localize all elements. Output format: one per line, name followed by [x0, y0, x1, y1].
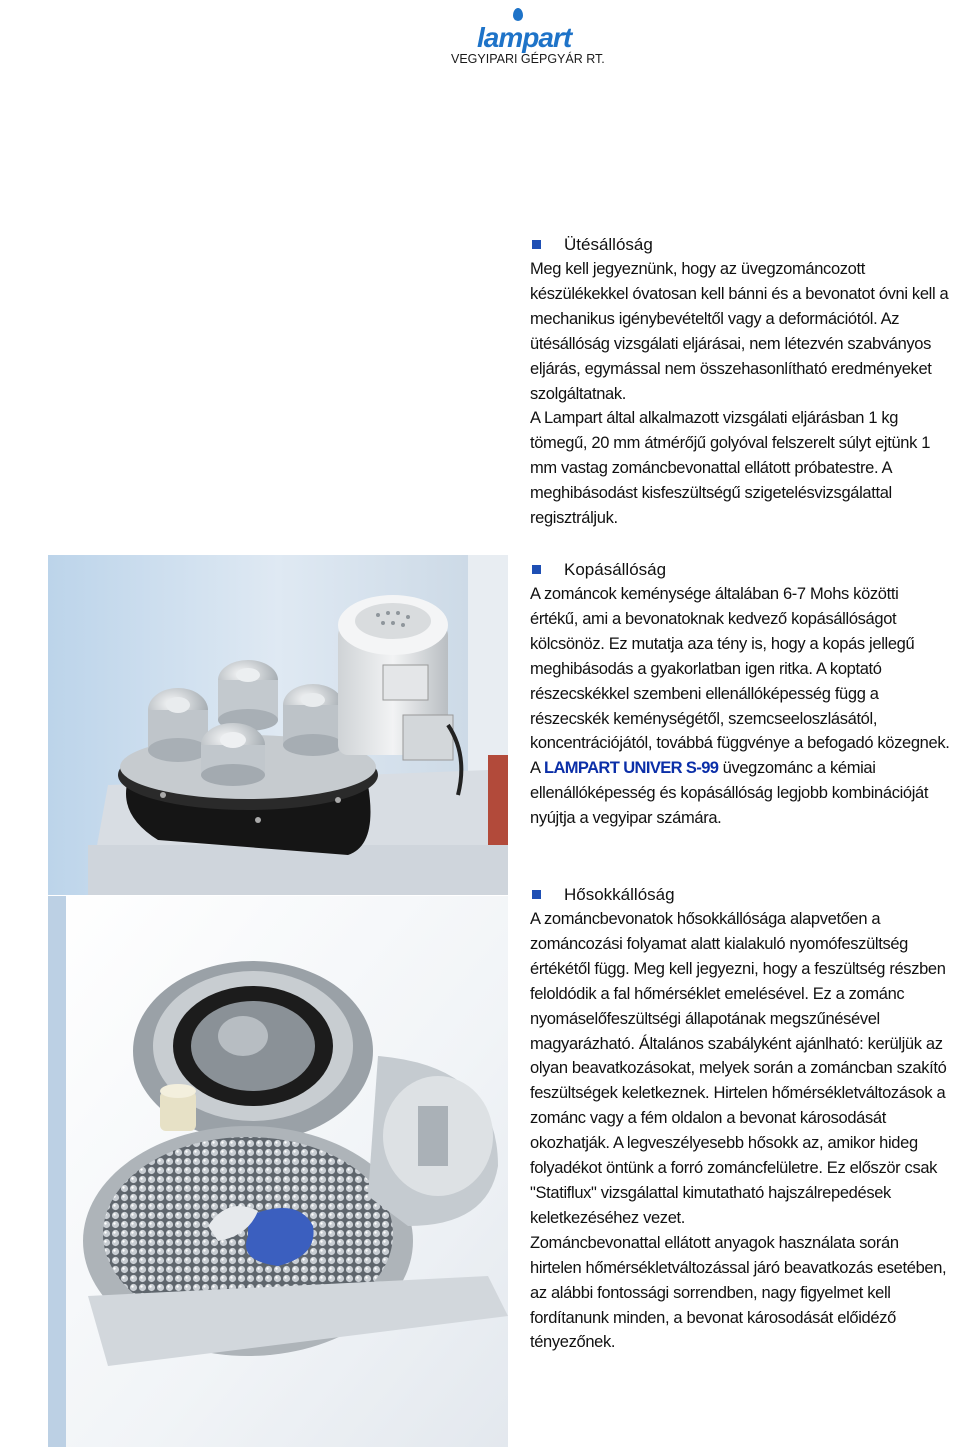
section-title-text: Ütésállóság: [564, 235, 653, 254]
section-abrasion-resistance: [530, 557, 950, 831]
paragraph: A Lampart által alkalmazott vizsgálati eljárásban 1 kg tömegű, 20 mm átmérőjű golyóval felszerelt súlyt ejtünk 1 mm vastag zománcbevonattal ellátott próbatestre. A meghibásodást kisfeszültségű szigetelésvizsgálattal regisztráljuk.: [530, 409, 931, 528]
paragraph: Meg kell jegyeznünk, hogy az üvegzománcozott készülékekkel óvatosan kell bánni és a bevonatot óvni kell a mechanikus igénybevételtől vagy a deformációtól. Az ütésállóság vizsgálati eljárásai, nem létezvén szabványos eljárás, egymással nem összehasonlítható eredményeket szolgáltatnak.: [530, 260, 949, 403]
paragraph: [530, 582, 950, 831]
paragraph: Zománcbevonattal ellátott anyagok használata során hirtelen hőmérsékletváltozással járó beavatkozás esetében, az alábbi fontossági sorrendben, nagy figyelmet kell fordítanunk minden, a bevonat károsodását előidéző tényezőnek.: [530, 1233, 947, 1352]
square-bullet-icon: [532, 565, 541, 574]
section-title: [530, 232, 950, 257]
lampart-logo: [451, 8, 605, 68]
section-title-text: Hősokkállóság: [564, 885, 675, 904]
product-name-highlight: LAMPART UNIVER S-99: [543, 759, 719, 778]
section-thermal-shock-resistance: [530, 882, 950, 1355]
logo-wordmark: lampart: [477, 22, 572, 53]
test-container-photo: [48, 896, 508, 1447]
section-title: [530, 882, 950, 907]
logo-subtitle: VEGYIPARI GÉPGYÁR RT.: [451, 52, 605, 66]
section-title: [530, 557, 950, 582]
section-title-text: Kopásállóság: [564, 560, 667, 579]
paragraph: A zománcbevonatok hősokkállósága alapvetően a zománcozási folyamat alatt kialakuló nyomófeszültség értékétől függ. Meg kell jegyezni, hogy a feszültség részben feloldódik a fal hőmérséklet emelésével. Ez a zománc nyomáselőfeszültségi állapotának megszűnésével magyarázható. Általános szabályként ajánlható: kerüljük az olyan beavatkozásokat, melyek során a zománcban szakító feszültségek keletkeznek. Hirtelen hőmérsékletváltozások a zománc vagy a fém oldalon a bevonat károsodását okozhatják. A legveszélyesebb hősokk az, amikor hideg folyadékot öntünk a forró zománcfelületre. Ez először csak "Statiflux" vizsgálattal kimutatható hajszálrepedések keletkezéséhez vezet.: [530, 910, 947, 1227]
container-illustration: [48, 896, 508, 1447]
paragraph-text: üvegzománc a kémiai ellenállóképesség és kopásállóság legjobb kombinációját nyújtja a vegyipar számára.: [530, 759, 929, 828]
square-bullet-icon: [532, 240, 541, 249]
paragraph-text: A zománcok keménysége általában 6-7 Mohs közötti értékű, ami a bevonatoknak kedvező kopásállóságot kölcsönöz. Ez mutatja aza tény is, hogy a kopás jellegű meghibásodás a gyakorlatban igen ritka. A koptató részecskékkel szembeni ellenállóképesség függ a részecskék keménységétől, szemcseeloszlásától, koncentrációjától, továbbá függvénye a befogadó közegnek. A: [530, 585, 950, 778]
drop-icon: [513, 8, 523, 21]
section-impact-resistance: [530, 232, 950, 531]
abrasion-test-machine-photo: [48, 555, 508, 895]
machine-illustration: [48, 555, 508, 895]
square-bullet-icon: [532, 890, 541, 899]
